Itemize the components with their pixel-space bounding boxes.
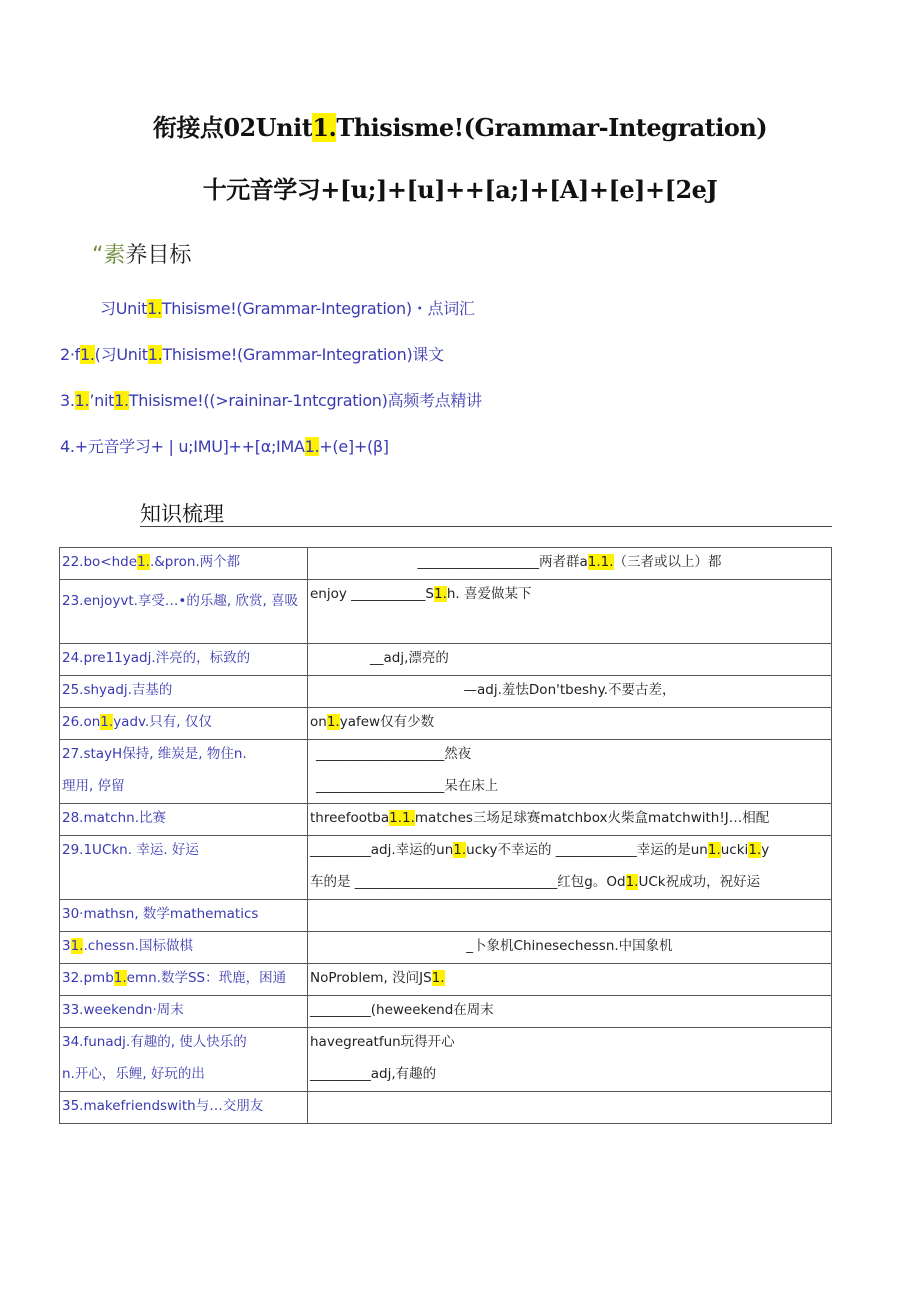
table-cell-term: 24.pre11yadj.泮亮的，标致的 <box>60 644 308 676</box>
table-cell-term: 30·mathsn, 数学mathematics <box>60 900 308 932</box>
table-cell-notes: __________________两者群a1.1.（三者或以上）都 <box>308 548 832 580</box>
table-cell-notes: —adj.羞怯Don'tbeshy.不要古差， <box>308 676 832 708</box>
table-cell-term: 33.weekendn·周末 <box>60 996 308 1028</box>
table-cell-notes: NoProblem, 没问JS1. <box>308 964 832 996</box>
table-cell-notes <box>308 900 832 932</box>
table-cell-term: 22.bo<hde1..&pron.两个都 <box>60 548 308 580</box>
table-row <box>60 580 832 644</box>
table-cell-term: 32.pmb1.emn.数学SS：玳鹿，困通 <box>60 964 308 996</box>
table-cell-notes: _卜象机Chinesechessn.中国象机 <box>308 932 832 964</box>
table-row <box>60 804 832 836</box>
table-cell-term: 27.stayH保持, 维炭是, 物住n. 理用, 停留 <box>60 740 308 804</box>
table-cell-notes: _________adj.幸运的un1.ucky不幸运的 ____________幸运的是un1.ucki1.y 车的是 ______________________________红包g。Od1.UCk祝成功，祝好运 <box>308 836 832 900</box>
goal-item-4: 4.+元音学习+ | u;IMU]++[α;IMA1.+(e]+(β] <box>60 437 389 456</box>
table-cell-term: 34.funadj.有趣的, 使人快乐的 n.开心，乐鲤, 好玩的出 <box>60 1028 308 1092</box>
table-row <box>60 708 832 740</box>
table-row <box>60 996 832 1028</box>
table-row <box>60 1092 832 1124</box>
table-row <box>60 740 832 804</box>
goal-item-2: 2·f1.(习Unit1.Thisisme!(Grammar-Integration)课文 <box>60 345 444 364</box>
section-heading: 知识梳理 <box>140 502 224 526</box>
goal-item-1: 习Unit1.Thisisme!(Grammar-Integration)・点词汇 <box>100 299 475 318</box>
table-cell-notes: __adj,漂亮的 <box>308 644 832 676</box>
table-cell-term: 31..chessn.国标做棋 <box>60 932 308 964</box>
goal-item-3: 3.1.’nit1.Thisisme!((>raininar-1ntcgration)高频考点精讲 <box>60 391 482 410</box>
table-row <box>60 932 832 964</box>
table-row <box>60 964 832 996</box>
table-cell-term: 29.1UCkn. 幸运. 好运 <box>60 836 308 900</box>
table-cell-term: 28.matchn.比赛 <box>60 804 308 836</box>
table-cell-term: 25.shyadj.吉基的 <box>60 676 308 708</box>
table-cell-notes: threefootba1.1.matches三场足球赛matchbox火柴盒matchwith!J…相配 <box>308 804 832 836</box>
section-divider <box>140 526 832 527</box>
table-cell-notes: enjoy ___________S1.h. 喜爱做某下 <box>308 580 832 644</box>
table-row <box>60 548 832 580</box>
table-cell-notes <box>308 1092 832 1124</box>
table-row <box>60 1028 832 1092</box>
table-row <box>60 644 832 676</box>
table-row <box>60 676 832 708</box>
table-cell-term: 23.enjoyvt.享受…•的乐趣, 欣赏, 喜吸 <box>60 580 308 644</box>
table-cell-notes: _________(heweekend在周末 <box>308 996 832 1028</box>
document-subtitle: 十元音学习+[u;]+[u]++[a;]+[A]+[e]+[2eJ <box>202 175 718 204</box>
table-row <box>60 836 832 900</box>
table-cell-notes: havegreatfun玩得开心 _________adj,有趣的 <box>308 1028 832 1092</box>
table-cell-term: 35.makefriendswith与…交朋友 <box>60 1092 308 1124</box>
table-cell-notes: on1.yafew仅有少数 <box>308 708 832 740</box>
document-title: 衔接点02Unit1.Thisisme!(Grammar-Integration) <box>152 113 768 142</box>
table-cell-notes: ___________________然夜 ___________________呆在床上 <box>308 740 832 804</box>
goals-heading: “素养目标 <box>92 243 192 268</box>
table-row <box>60 900 832 932</box>
table-cell-term: 26.on1.yadv.只有, 仅仅 <box>60 708 308 740</box>
vocabulary-table <box>59 547 832 1124</box>
